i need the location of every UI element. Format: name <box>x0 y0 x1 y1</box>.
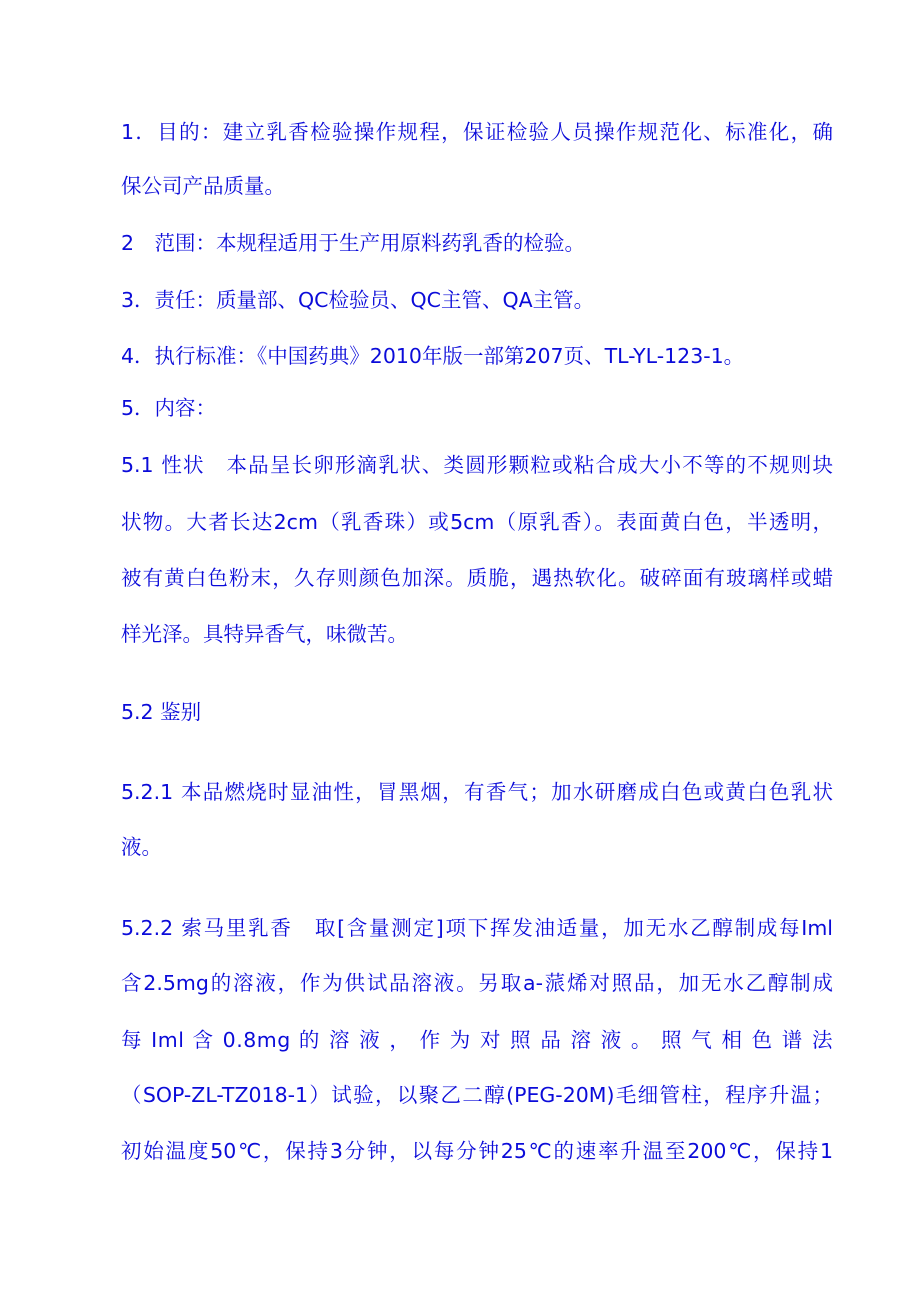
text-line-standard: 4．执行标准：《中国药典》2010年版一部第207页、TL-YL-123-1。 <box>121 344 745 368</box>
text-line-content: 5．内容： <box>121 396 217 420</box>
text-line-character-2: 状物。大者长达2cm（乳香珠）或5cm（原乳香）。表面黄白色，半透明， <box>121 510 833 534</box>
text-line-character-3: 被有黄白色粉末，久存则颜色加深。质脆，遇热软化。破碎面有玻璃样或蜡 <box>121 566 833 590</box>
text-line-somali-5: 初始温度50℃，保持3分钟，以每分钟25℃的速率升温至200℃，保持1 <box>121 1139 833 1163</box>
text-line-character-1: 5.1 性状 本品呈长卵形滴乳状、类圆形颗粒或粘合成大小不等的不规则块 <box>121 453 833 477</box>
text-line-scope: 2 范围：本规程适用于生产用原料药乳香的检验。 <box>121 231 586 255</box>
text-line-purpose: 1．目的：建立乳香检验操作规程，保证检验人员操作规范化、标准化，确 <box>121 120 833 144</box>
text-line-identification-1-cont: 液。 <box>121 835 162 859</box>
text-line-somali-2: 含2.5mg的溶液，作为供试品溶液。另取a-蒎烯对照品，加无水乙醇制成 <box>121 971 833 995</box>
text-line-purpose-cont: 保公司产品质量。 <box>121 174 285 198</box>
text-line-character-4: 样光泽。具特异香气，味微苦。 <box>121 622 408 646</box>
text-line-somali-1: 5.2.2 索马里乳香 取[含量测定]项下挥发油适量，加无水乙醇制成每Iml <box>121 916 833 940</box>
text-line-somali-4: （SOP-ZL-TZ018-1）试验，以聚乙二醇(PEG-20M)毛细管柱，程序升温； <box>121 1083 833 1107</box>
text-line-responsibility: 3．责任：质量部、QC检验员、QC主管、QA主管。 <box>121 288 595 312</box>
section-heading-identification: 5.2 鉴别 <box>121 700 202 724</box>
text-line-somali-3: 每 Iml 含 0.8mg 的 溶 液 ， 作 为 对 照 品 溶 液 。 照 气 相 色 谱 法 <box>121 1028 833 1052</box>
text-line-identification-1: 5.2.1 本品燃烧时显油性，冒黑烟，有香气；加水研磨成白色或黄白色乳状 <box>121 780 833 804</box>
